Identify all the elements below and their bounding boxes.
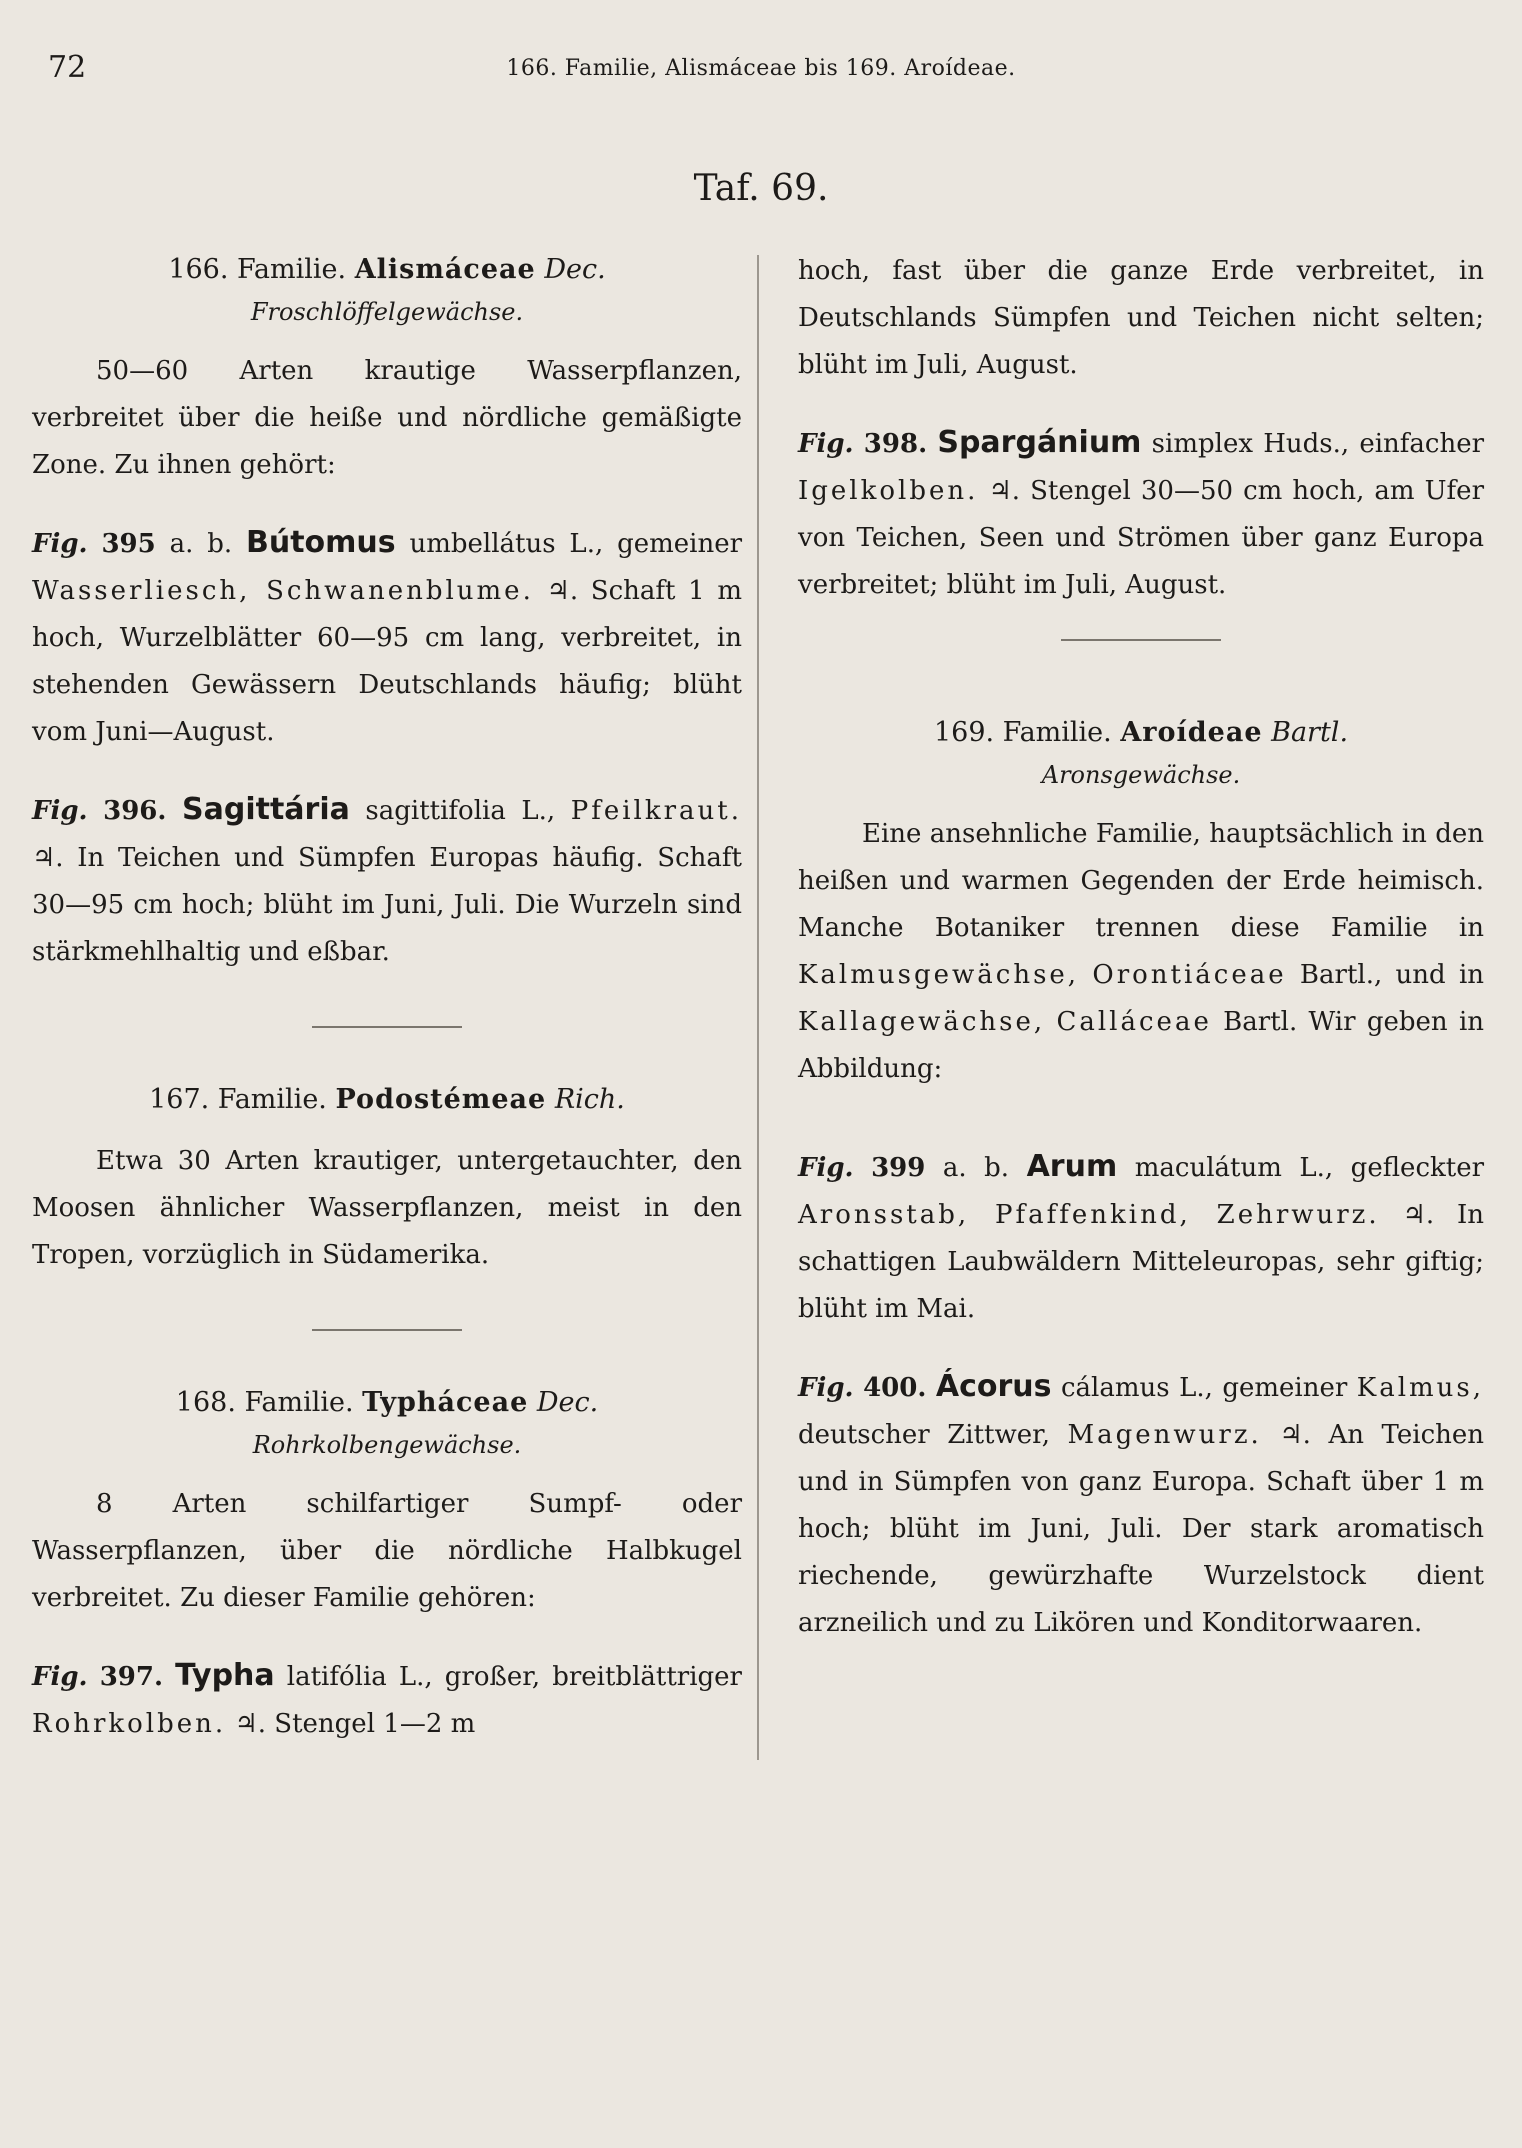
family-169-intro-a: Eine ansehnliche Familie, hauptsächlich in den heißen und warmen Gegenden der Erde heimisch. Manche Botaniker trennen diese Familie in	[798, 819, 1484, 943]
family-169-author: Bartl.	[1271, 717, 1349, 748]
fig-399-genus: Arum	[1026, 1149, 1118, 1184]
family-169-intro-b: Bartl., und in	[1299, 960, 1485, 990]
page-number: 72	[48, 50, 87, 85]
fig-400-vernacular: Kalmus,	[1356, 1373, 1485, 1403]
fig-398-label: Fig.	[798, 429, 854, 459]
family-169-vernacular-2: Kallagewächse,	[798, 1007, 1046, 1037]
fig-396-label: Fig.	[32, 796, 88, 826]
fig-397-entry	[32, 1652, 742, 1748]
fig-399-text: ♃. In schattigen Laubwäldern Mitteleuropas, sehr giftig; blüht im Mai.	[798, 1200, 1484, 1324]
family-167-name: Podostémeae	[335, 1084, 547, 1115]
fig-396-genus: Sagittária	[182, 792, 350, 827]
fig-399-number: 399	[871, 1153, 926, 1183]
fig-397-text: ♃. Stengel 1—2 m	[234, 1709, 476, 1739]
fig-399-entry	[798, 1143, 1484, 1333]
family-168-intro: 8 Arten schilfartiger Sumpf- oder Wasserpflanzen, über die nördliche Halbkugel verbreitet. Zu dieser Familie gehören:	[32, 1489, 742, 1613]
fig-400-vernacular-2: Magenwurz.	[1067, 1420, 1262, 1450]
fig-400-number: 400.	[863, 1373, 927, 1403]
fig-399-vernacular: Aronsstab, Pfaffenkind, Zehrwurz.	[798, 1200, 1380, 1230]
fig-398-genus: Spargánium	[937, 425, 1142, 460]
fig-397-genus: Typha	[175, 1658, 275, 1693]
family-169-name: Aroídeae	[1120, 717, 1263, 748]
fig-395-entry	[32, 519, 742, 756]
family-168-german: Rohrkolbengewächse.	[252, 1431, 522, 1459]
family-168-name: Typháceae	[362, 1387, 529, 1418]
fig-400-label: Fig.	[798, 1373, 854, 1403]
fig-399-parts: a. b.	[942, 1153, 1010, 1183]
family-167-number: 167. Familie.	[149, 1084, 327, 1115]
fig-396-number: 396.	[103, 796, 167, 826]
fig-395-parts: a. b.	[169, 529, 233, 559]
family-166-german: Froschlöffelgewächse.	[250, 298, 524, 326]
plate-title: Taf. 69.	[693, 168, 829, 209]
fig-397-label: Fig.	[32, 1662, 88, 1692]
family-167-intro: Etwa 30 Arten krautiger, untergetauchter, den Moosen ähnlicher Wasserpflanzen, meist in den Tropen, vorzüglich in Südamerika.	[32, 1146, 742, 1270]
fig-400-text: ♃. An Teichen und in Sümpfen von ganz Europa. Schaft über 1 m hoch; blüht im Juni, Juli. Der stark aromatisch riechende, gewürzhafte Wurzelstock dient arzneilich und zu Likören und Konditorwaaren.	[798, 1420, 1485, 1638]
family-166-number: 166. Familie.	[168, 254, 347, 285]
fig-397-number: 397.	[99, 1662, 164, 1692]
family-169-latin-1: Orontiáceae	[1092, 960, 1287, 990]
fig-395-number: 395	[101, 529, 156, 559]
family-166-intro: 50—60 Arten krautige Wasserpflanzen, verbreitet über die heiße und nördliche gemäßigte Zone. Zu ihnen gehört:	[32, 356, 742, 480]
fig-395-species: umbellátus L., gemeiner	[409, 529, 743, 559]
fig-400-genus: Ácorus	[935, 1369, 1052, 1404]
family-169-number: 169. Familie.	[933, 717, 1112, 748]
fig-398-entry	[798, 419, 1484, 609]
fig-395-vernacular: Wasserliesch, Schwanenblume.	[32, 576, 534, 606]
family-167-heading	[32, 1078, 742, 1122]
family-169-latin-2: Calláceae	[1056, 1007, 1212, 1037]
fig-400-mid: deutscher Zittwer,	[798, 1420, 1050, 1450]
family-169-intro-c: Bartl. Wir geben in Abbildung:	[798, 1007, 1485, 1084]
fig-396-vernacular: Pfeilkraut.	[570, 796, 742, 826]
fig-396-text: ♃. In Teichen und Sümpfen Europas häufig. Schaft 30—95 cm hoch; blüht im Juni, Juli. Die Wurzeln sind stärkmehlhaltig und eßbar.	[32, 843, 742, 967]
fig-395-text: ♃. Schaft 1 m hoch, Wurzelblätter 60—95 cm lang, verbreitet, in stehenden Gewässern Deutschlands häufig; blüht vom Juni—August.	[32, 576, 742, 747]
page-header	[48, 50, 1474, 90]
fig-395-genus: Bútomus	[245, 525, 396, 560]
family-169-intro	[798, 811, 1484, 1093]
family-169-heading	[798, 711, 1484, 755]
fig-397-continuation: hoch, fast über die ganze Erde verbreitet, in Deutschlands Sümpfen und Teichen nicht selten; blüht im Juli, August.	[798, 256, 1484, 380]
fig-399-species: maculátum L., gefleckter	[1134, 1153, 1485, 1183]
fig-397-vernacular: Rohrkolben.	[32, 1709, 227, 1739]
family-169-vernacular-1: Kalmusgewächse,	[798, 960, 1080, 990]
family-166-name: Alismáceae	[354, 254, 536, 285]
fig-398-text: ♃. Stengel 30—50 cm hoch, am Ufer von Teichen, Seen und Strömen über ganz Europa verbreitet; blüht im Juli, August.	[798, 476, 1484, 600]
fig-399-label: Fig.	[798, 1153, 854, 1183]
fig-398-number: 398.	[863, 429, 928, 459]
running-head: 166. Familie, Alismáceae bis 169. Aroídeae.	[506, 56, 1016, 81]
fig-396-entry	[32, 786, 742, 976]
fig-395-label: Fig.	[32, 529, 88, 559]
family-168-author: Dec.	[536, 1387, 599, 1418]
fig-398-vernacular: Igelkolben.	[798, 476, 979, 506]
family-168-number: 168. Familie.	[175, 1387, 354, 1418]
family-166-author: Dec.	[544, 254, 606, 285]
left-column	[32, 248, 742, 1748]
family-168-heading	[32, 1381, 742, 1425]
fig-397-species: latifólia L., großer, breitblättriger	[286, 1662, 742, 1692]
fig-396-species: sagittifolia L.,	[365, 796, 556, 826]
fig-400-entry	[798, 1363, 1484, 1647]
fig-398-species: simplex Huds., einfacher	[1151, 429, 1485, 459]
family-169-german: Aronsgewächse.	[1041, 761, 1241, 789]
family-167-author: Rich.	[554, 1084, 625, 1115]
family-166-heading	[32, 248, 742, 292]
column-rule	[757, 255, 759, 1760]
right-column	[798, 248, 1484, 1647]
fig-400-species: cálamus L., gemeiner	[1060, 1373, 1348, 1403]
